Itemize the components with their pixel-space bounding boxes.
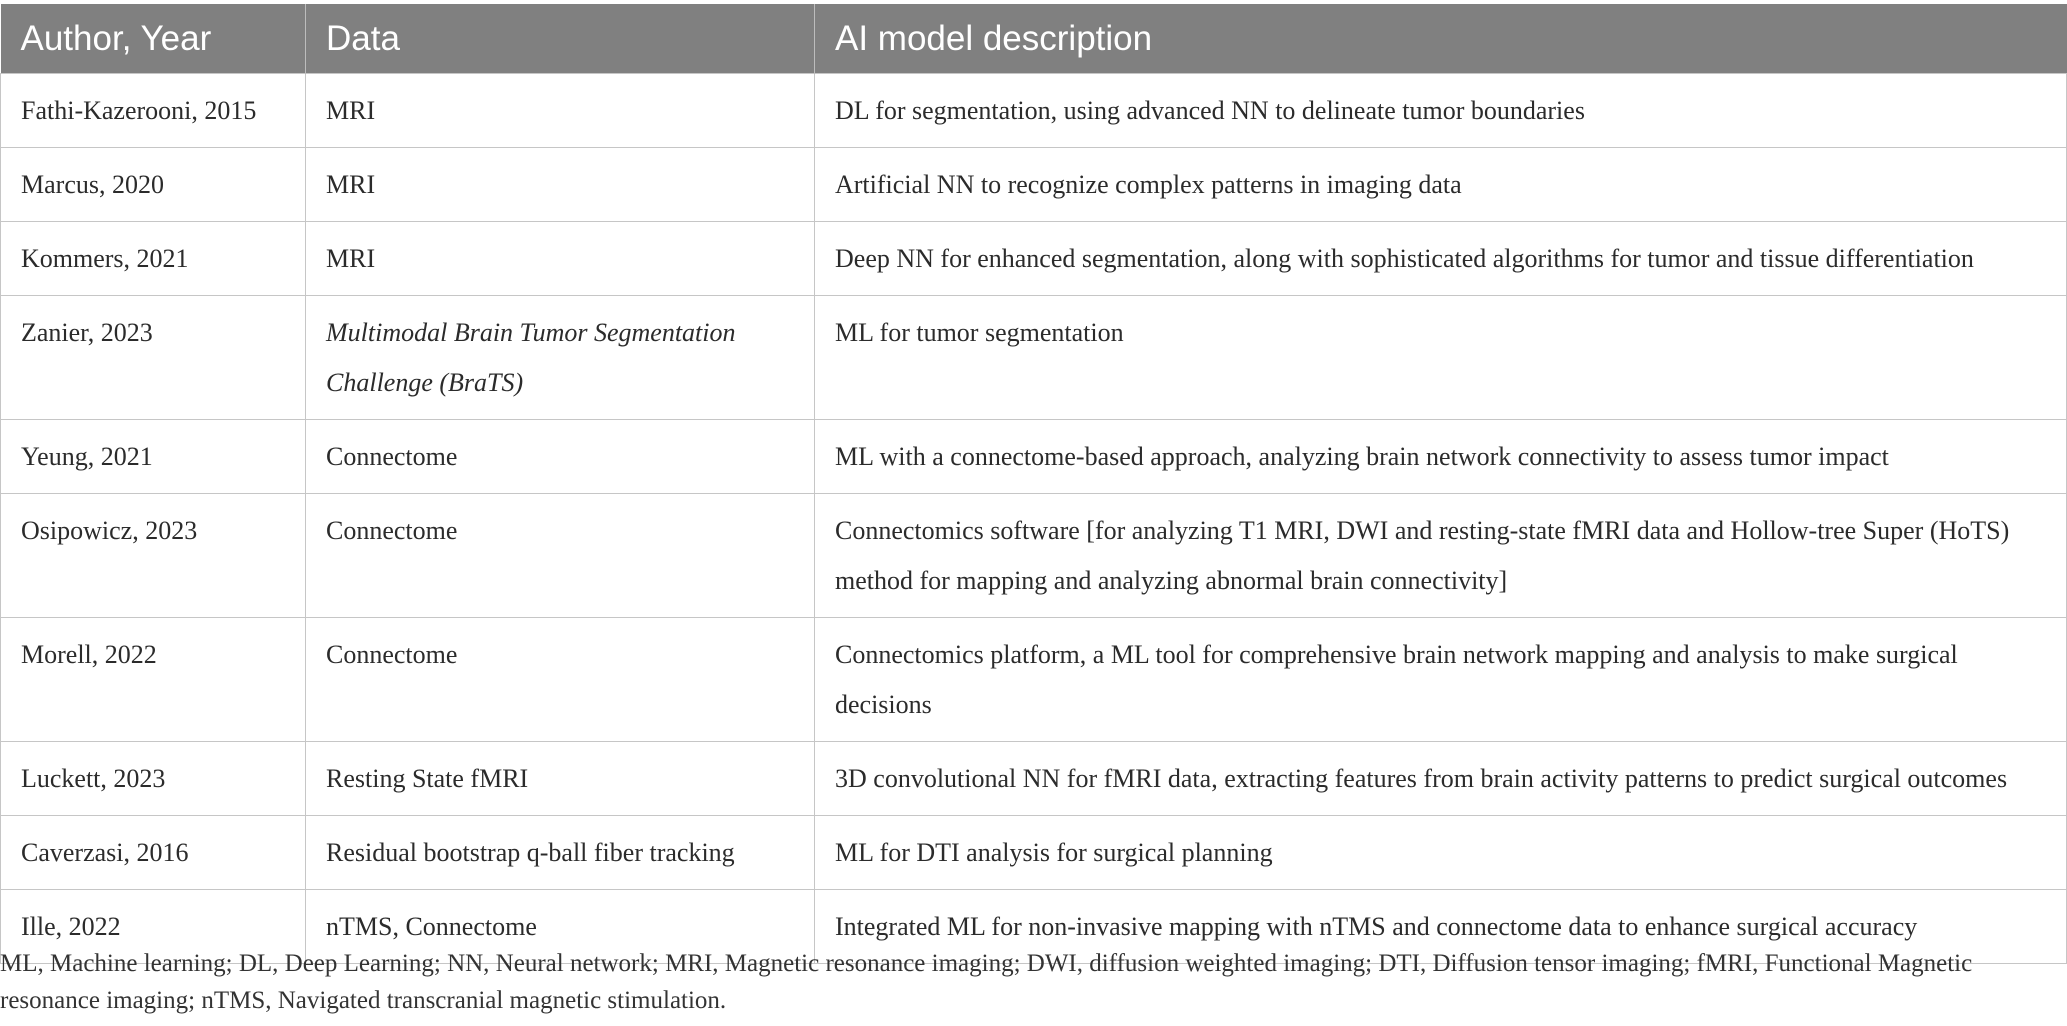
- column-header-ai-model-description: AI model description: [815, 4, 2067, 74]
- cell-ai-model-description: Deep NN for enhanced segmentation, along with sophisticated algorithms for tumor and tissue differentiation: [815, 222, 2067, 296]
- cell-author-year: Caverzasi, 2016: [1, 816, 306, 890]
- table-row: [1, 148, 2067, 222]
- table-row: [1, 420, 2067, 494]
- ai-models-table: [0, 4, 2067, 964]
- cell-ai-model-description: Connectomics software [for analyzing T1 MRI, DWI and resting-state fMRI data and Hollow-tree Super (HoTS) method for mapping and analyzing abnormal brain connectivity]: [815, 494, 2067, 618]
- cell-data: Residual bootstrap q-ball fiber tracking: [306, 816, 815, 890]
- cell-ai-model-description: Artificial NN to recognize complex patterns in imaging data: [815, 148, 2067, 222]
- cell-ai-model-description: ML for tumor segmentation: [815, 296, 2067, 420]
- cell-data: Connectome: [306, 420, 815, 494]
- cell-author-year: Yeung, 2021: [1, 420, 306, 494]
- cell-ai-model-description: 3D convolutional NN for fMRI data, extracting features from brain activity patterns to predict surgical outcomes: [815, 742, 2067, 816]
- cell-ai-model-description: Connectomics platform, a ML tool for comprehensive brain network mapping and analysis to make surgical decisions: [815, 618, 2067, 742]
- cell-data: MRI: [306, 74, 815, 148]
- cell-author-year: Osipowicz, 2023: [1, 494, 306, 618]
- table-body: [1, 74, 2067, 964]
- cell-data: MRI: [306, 148, 815, 222]
- cell-data: Multimodal Brain Tumor Segmentation Challenge (BraTS): [306, 296, 815, 420]
- cell-data: Resting State fMRI: [306, 742, 815, 816]
- cell-ai-model-description: Integrated ML for non-invasive mapping with nTMS and connectome data to enhance surgical accuracy: [815, 890, 2067, 964]
- table-row: [1, 74, 2067, 148]
- column-header-author-year: Author, Year: [1, 4, 306, 74]
- cell-data: MRI: [306, 222, 815, 296]
- cell-author-year: Marcus, 2020: [1, 148, 306, 222]
- table-row: [1, 816, 2067, 890]
- ai-models-table-container: [0, 4, 2067, 964]
- header-row: [1, 4, 2067, 74]
- cell-ai-model-description: DL for segmentation, using advanced NN to delineate tumor boundaries: [815, 74, 2067, 148]
- table-footnote: ML, Machine learning; DL, Deep Learning; NN, Neural network; MRI, Magnetic resonance imaging; DWI, diffusion weighted imaging; DTI, Diffusion tensor imaging; fMRI, Functional Magnetic resonance imaging; nTMS, Navigated transcranial magnetic stimulation.: [0, 950, 1973, 1014]
- cell-data: nTMS, Connectome: [306, 890, 815, 964]
- cell-data: Connectome: [306, 494, 815, 618]
- table-row: [1, 494, 2067, 618]
- table-row: [1, 296, 2067, 420]
- table-row: [1, 742, 2067, 816]
- cell-ai-model-description: ML for DTI analysis for surgical planning: [815, 816, 2067, 890]
- table-header: [1, 4, 2067, 74]
- table-row: [1, 618, 2067, 742]
- cell-ai-model-description: ML with a connectome-based approach, analyzing brain network connectivity to assess tumor impact: [815, 420, 2067, 494]
- cell-author-year: Zanier, 2023: [1, 296, 306, 420]
- table-row: [1, 222, 2067, 296]
- cell-author-year: Fathi-Kazerooni, 2015: [1, 74, 306, 148]
- cell-author-year: Luckett, 2023: [1, 742, 306, 816]
- cell-author-year: Morell, 2022: [1, 618, 306, 742]
- cell-author-year: Ille, 2022: [1, 890, 306, 964]
- column-header-data: Data: [306, 4, 815, 74]
- cell-data: Connectome: [306, 618, 815, 742]
- cell-author-year: Kommers, 2021: [1, 222, 306, 296]
